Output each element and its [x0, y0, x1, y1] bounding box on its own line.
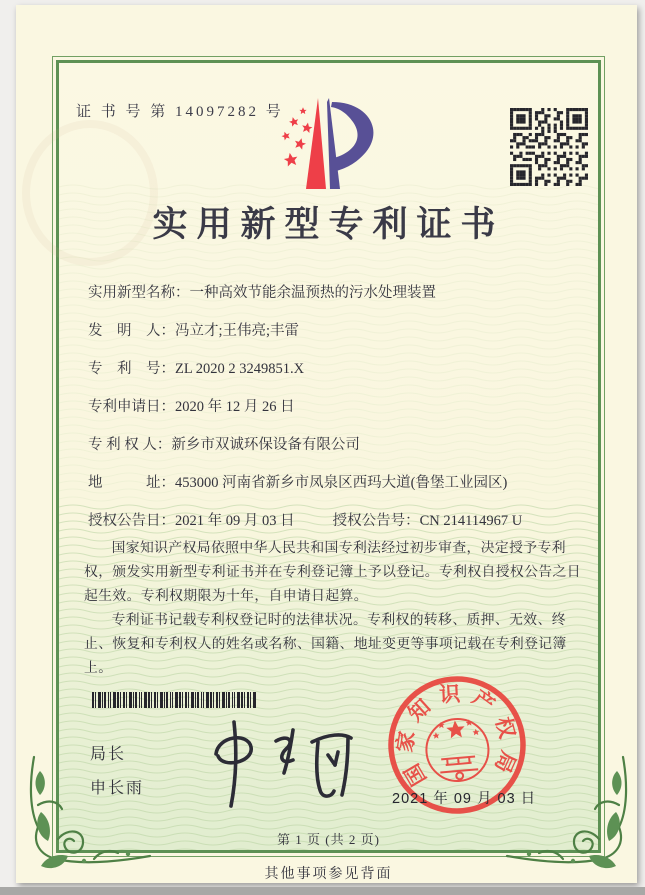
- legal-text-block: [84, 536, 594, 680]
- field-row-filing-date: [88, 395, 588, 417]
- field-label: 专 利 号：: [88, 361, 175, 377]
- certificate-fields: [88, 281, 588, 547]
- director-title: 局长: [90, 746, 127, 763]
- back-side-note: 其他事项参见背面: [264, 867, 393, 882]
- field-row-patent-no: [88, 357, 588, 379]
- certificate-number: 证 书 号 第 14097282 号: [76, 104, 284, 120]
- certificate-title: 实用新型专利证书: [152, 205, 505, 244]
- field-label: 实用新型名称：: [88, 285, 190, 301]
- page-number: 第 1 页 (共 2 页): [277, 832, 380, 847]
- field-row-inventors: [88, 319, 588, 341]
- field-label: 专利申请日：: [88, 399, 175, 415]
- field-value: CN 214114967 U: [419, 513, 523, 529]
- field-row-address: [88, 471, 588, 493]
- director-signature: [188, 710, 356, 810]
- field-value: 453000 河南省新乡市凤泉区西玛大道(鲁堡工业园区): [175, 475, 508, 491]
- qr-code: [510, 108, 588, 186]
- seal-ring-text: 国家知识产权局: [392, 681, 522, 790]
- field-label: 授权公告日：: [88, 513, 175, 529]
- field-label: 地 址：: [88, 475, 175, 491]
- field-value: 冯立才;王伟亮;丰雷: [175, 323, 300, 339]
- barcode: [92, 692, 260, 708]
- field-value: ZL 2020 2 3249851.X: [175, 361, 305, 377]
- seal-date: 2021 年 09 月 03 日: [392, 791, 537, 807]
- director-name: 申长雨: [90, 780, 145, 797]
- scanner-edge-shadow: [0, 887, 645, 895]
- field-label: 专 利 权 人：: [88, 437, 172, 453]
- corner-flourish-left-icon: [24, 755, 154, 870]
- field-label: 发 明 人：: [88, 323, 175, 339]
- national-emblem-icon: [424, 716, 491, 783]
- legal-paragraph-2: 专利证书记载专利权登记时的法律状况。专利权的转移、质押、无效、终止、恢复和专利权人的姓名或名称、国籍、地址变更等事项记载在专利登记簿上。: [84, 612, 567, 675]
- field-value: 2021 年 09 月 03 日: [175, 513, 295, 529]
- field-label: 授权公告号：: [332, 513, 420, 529]
- field-row-grant: [88, 509, 588, 531]
- field-value: 新乡市双诚环保设备有限公司: [171, 437, 360, 453]
- field-value: 2020 年 12 月 26 日: [175, 399, 295, 415]
- field-row-name: [88, 281, 588, 303]
- cnipa-patent-logo: [272, 92, 387, 198]
- grant-date-pair: [88, 509, 295, 531]
- field-row-patentee: [88, 433, 588, 455]
- field-value: 一种高效节能余温预热的污水处理装置: [189, 285, 436, 301]
- legal-paragraph-1: 国家知识产权局依照中华人民共和国专利法经过初步审查，决定授予专利权，颁发实用新型专利证书并在专利登记簿上予以登记。专利权自授权公告之日起生效。专利权期限为十年，自申请日起算。: [84, 540, 581, 603]
- grant-no-pair: [333, 509, 523, 531]
